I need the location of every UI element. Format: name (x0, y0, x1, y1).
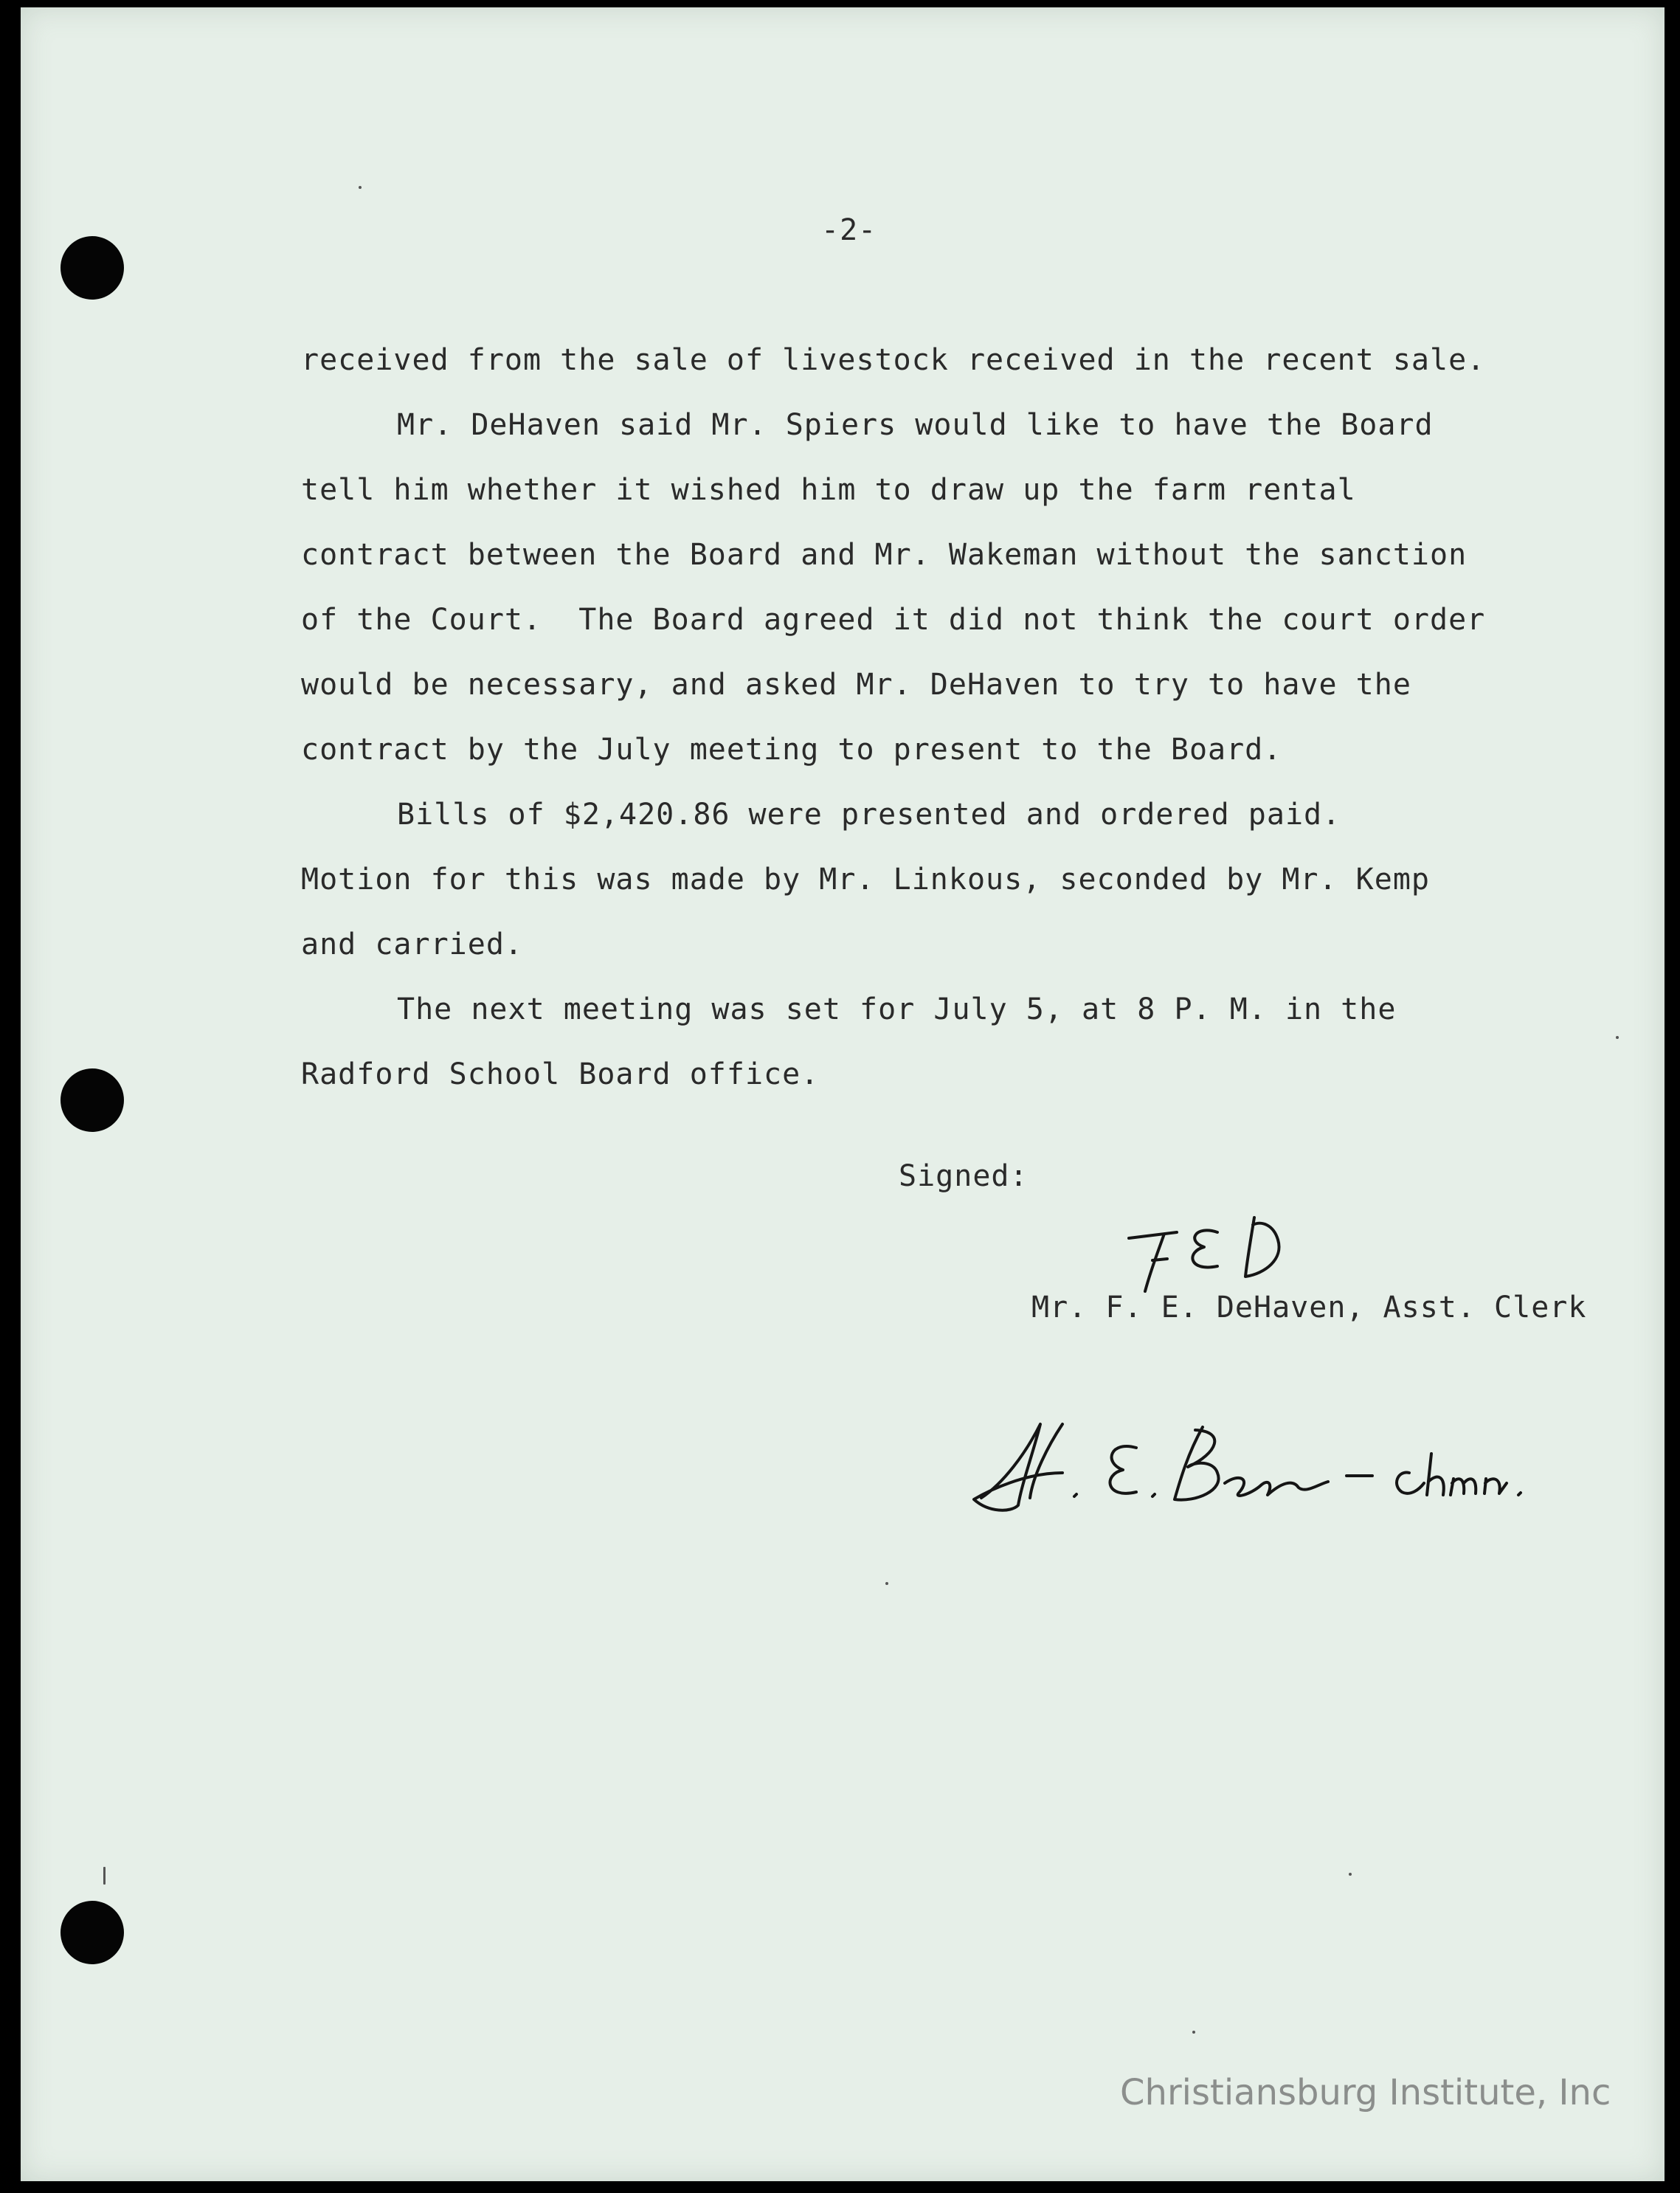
body-line: of the Court. The Board agreed it did not think the court order (301, 603, 1486, 637)
body-line: and carried. (301, 928, 523, 961)
page-number: -2- (821, 213, 877, 247)
body-line: Motion for this was made by Mr. Linkous, seconded by Mr. Kemp (301, 863, 1431, 897)
paper-speck (359, 186, 362, 189)
paper-speck (1192, 2031, 1195, 2034)
body-line: The next meeting was set for July 5, at 8 P. M. in the (397, 992, 1397, 1026)
body-line: received from the sale of livestock received in the recent sale. (301, 343, 1486, 377)
body-line: contract between the Board and Mr. Wakeman without the sanction (301, 538, 1468, 572)
clerk-name-line: Mr. F. E. DeHaven, Asst. Clerk (1031, 1291, 1587, 1325)
body-line: would be necessary, and asked Mr. DeHaven to try to have the (301, 668, 1411, 702)
punch-hole-middle (61, 1068, 124, 1132)
body-line: tell him whether it wished him to draw up the farm rental (301, 473, 1356, 507)
body-line: Mr. DeHaven said Mr. Spiers would like to have the Board (397, 408, 1434, 442)
clerk-initials-signature (1107, 1195, 1299, 1299)
chairman-signature (959, 1402, 1535, 1520)
paper-speck (1616, 1036, 1619, 1039)
body-line: contract by the July meeting to present to the Board. (301, 733, 1282, 767)
document-page (21, 7, 1665, 2181)
punch-hole-bottom (61, 1901, 124, 1964)
body-line: Bills of $2,420.86 were presented and ordered paid. (397, 798, 1341, 832)
body-line: Radford School Board office. (301, 1057, 820, 1091)
signed-label: Signed: (899, 1159, 1029, 1193)
paper-speck (885, 1582, 888, 1585)
watermark-text: Christiansburg Institute, Inc (1120, 2072, 1611, 2113)
paper-speck (1349, 1873, 1352, 1876)
punch-hole-top (61, 236, 124, 300)
paper-speck (103, 1867, 106, 1885)
